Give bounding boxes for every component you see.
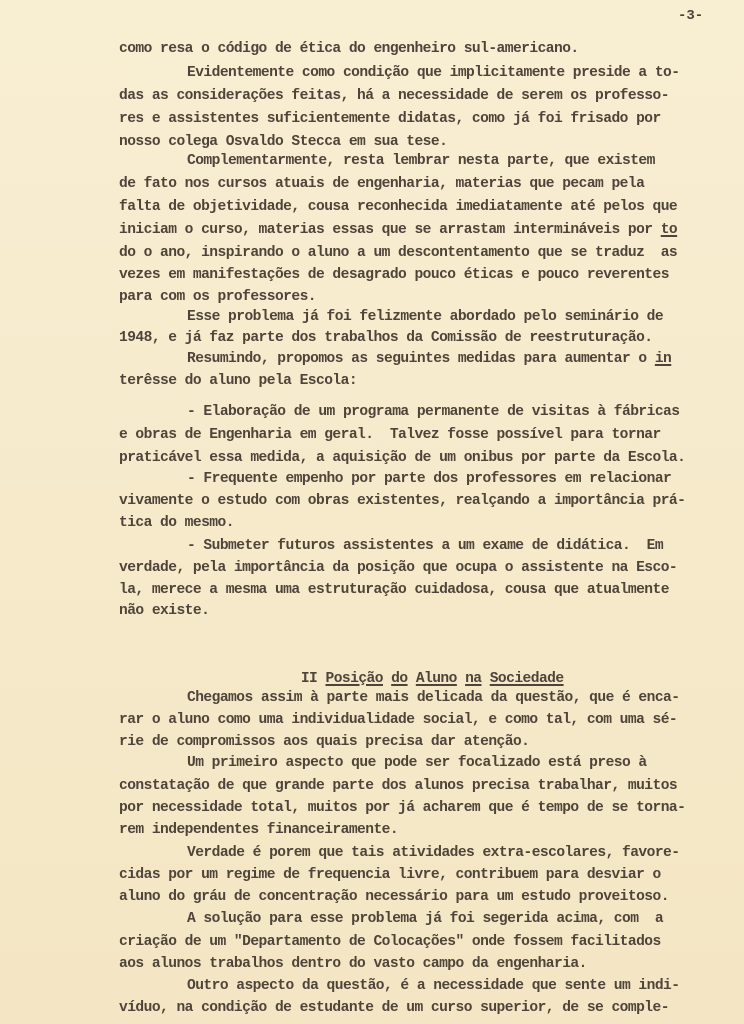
heading-word: Aluno: [415, 671, 457, 687]
text-line: víduo, na condição de estudante de um curso superior, de se comple-: [119, 1000, 669, 1016]
text-line: Evidentemente como condição que implicitamente preside a to-: [187, 65, 680, 81]
text-line: constatação de que grande parte dos alunos precisa trabalhar, muitos: [119, 778, 678, 794]
text-line: aluno do gráu de concentração necessário para um estudo proveitoso.: [119, 889, 669, 905]
text-line: [119, 221, 677, 239]
text-line: Verdade é porem que tais atividades extra-escolares, favore-: [187, 845, 680, 861]
text-line: por necessidade total, muitos por já acharem que é tempo de se torna-: [119, 800, 686, 816]
text-line: não existe.: [119, 603, 210, 619]
text-line: A solução para esse problema já foi segerida acima, com a: [187, 911, 664, 927]
text-line: e obras de Engenharia em geral. Talvez fosse possível para tornar: [119, 427, 661, 443]
text-line-main: iniciam o curso, materias essas que se arrastam intermináveis por: [119, 222, 661, 238]
text-line: como resa o código de ética do engenheiro sul-americano.: [119, 41, 579, 57]
list-item: - Frequente empenho por parte dos professores em relacionar: [187, 471, 672, 487]
list-item: - Elaboração de um programa permanente de visitas à fábricas: [187, 404, 680, 420]
text-line: 1948, e já faz parte dos trabalhos da Comissão de reestruturação.: [119, 330, 653, 346]
heading-word: do: [391, 671, 408, 687]
text-line: Esse problema já foi felizmente abordado pelo seminário de: [187, 309, 664, 325]
text-line: nosso colega Osvaldo Stecca em sua tese.: [119, 134, 448, 150]
section-number: II: [300, 671, 318, 687]
text-line: res e assistentes suficientemente didatas, como já foi frisado por: [119, 111, 661, 127]
text-line-main: Resumindo, propomos as seguintes medidas para aumentar o: [187, 351, 655, 367]
text-line: Outro aspecto da questão, é a necessidade que sente um indi-: [187, 978, 680, 994]
heading-word: Posição: [325, 671, 383, 687]
text-line: vivamente o estudo com obras existentes, realçando a importância prá-: [119, 493, 686, 509]
text-line: rar o aluno como uma individualidade social, e como tal, com uma sé-: [119, 712, 678, 728]
text-line: rie de compromissos aos quais precisa dar atenção.: [119, 734, 530, 750]
text-line: terêsse do aluno pela Escola:: [119, 373, 358, 389]
text-line: aos alunos trabalhos dentro do vasto campo da engenharia.: [119, 956, 587, 972]
text-line: tica do mesmo.: [119, 515, 234, 531]
page-number: -3-: [678, 8, 704, 24]
text-line: [187, 350, 671, 368]
text-line: das as considerações feitas, há a necessidade de serem os professo-: [119, 88, 669, 104]
text-line: Um primeiro aspecto que pode ser focalizado está preso à: [187, 755, 647, 771]
text-line: verdade, pela importância da posição que ocupa o assistente na Esco-: [119, 560, 678, 576]
heading-word: Sociedade: [489, 671, 564, 687]
text-line: do o ano, inspirando o aluno a um descontentamento que se traduz as: [119, 245, 678, 261]
text-line: para com os professores.: [119, 289, 316, 305]
underlined-fragment: to: [660, 222, 678, 238]
text-line: praticável essa medida, a aquisição de um onibus por parte da Escola.: [119, 450, 686, 466]
heading-word: na: [465, 671, 482, 687]
text-line: rem independentes financeiramente.: [119, 822, 399, 838]
underlined-fragment: in: [654, 351, 672, 367]
text-line: criação de um "Departamento de Colocações" onde fossem facilitados: [119, 934, 661, 950]
text-line: cidas por um regime de frequencia livre, contribuem para desviar o: [119, 867, 661, 883]
text-line: falta de objetividade, cousa reconhecida imediatamente até pelos que: [119, 199, 678, 215]
text-line: la, merece a mesma uma estruturação cuidadosa, cousa que atualmente: [119, 582, 669, 598]
text-line: Complementarmente, resta lembrar nesta parte, que existem: [187, 153, 655, 169]
text-line: de fato nos cursos atuais de engenharia, materias que pecam pela: [119, 176, 645, 192]
text-line: vezes em manifestações de desagrado pouco éticas e pouco reverentes: [119, 267, 669, 283]
text-line: Chegamos assim à parte mais delicada da questão, que é enca-: [187, 690, 680, 706]
list-item: - Submeter futuros assistentes a um exame de didática. Em: [187, 538, 664, 554]
